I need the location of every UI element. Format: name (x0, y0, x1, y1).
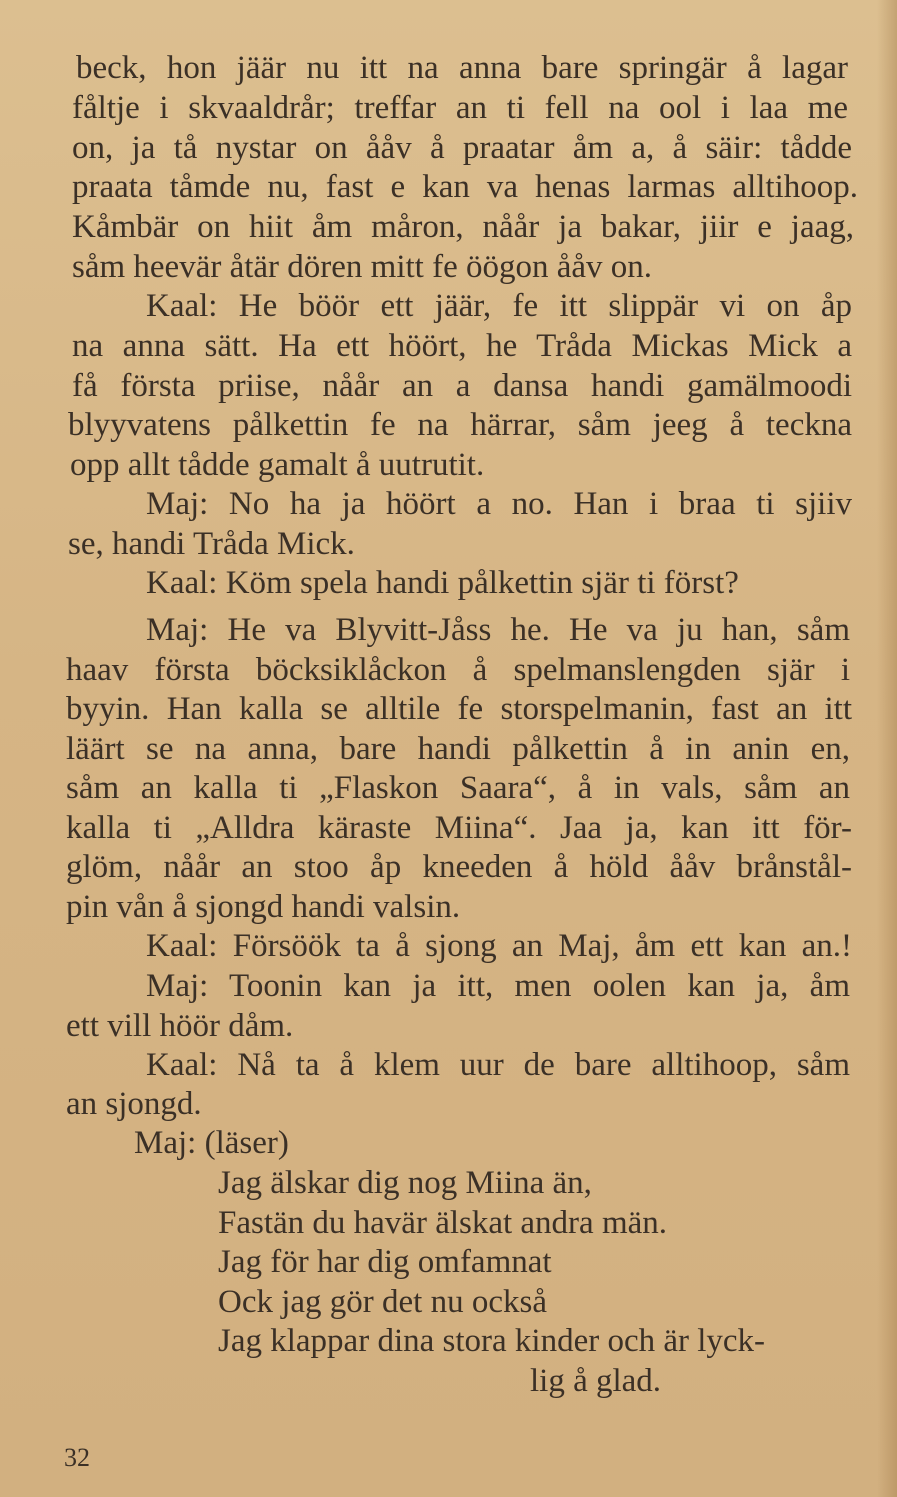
text-line: Maj: Toonin kan ja itt, men oolen kan ja, åm (146, 968, 850, 1004)
text-line: pin vån å sjongd handi valsin. (66, 889, 461, 925)
text-line: Maj: (läser) (134, 1125, 289, 1161)
text-line: blyyvatens pålkettin fe na härrar, såm jeeg å teckna (68, 407, 852, 443)
text-line: såm heevär åtär dören mitt fe öögon ååv on. (72, 249, 653, 285)
text-line: få första priise, nåår an a dansa handi gamälmoodi (72, 368, 852, 404)
text-line: haav första böcksiklåckon å spelmanslengden sjär i (66, 652, 850, 688)
text-line: na anna sätt. Ha ett höört, he Tråda Mickas Mick a (72, 328, 852, 364)
verse-line: lig å glad. (530, 1363, 662, 1399)
text-line: Kaal: Nå ta å klem uur de bare alltihoop, såm (146, 1047, 850, 1083)
text-line: an sjongd. (66, 1086, 202, 1122)
text-line: on, ja tå nystar on ååv å praatar åm a, å säir: tådde (72, 130, 852, 166)
text-line: Kaal: Försöök ta å sjong an Maj, åm ett kan an.! (146, 928, 852, 964)
text-line: fåltje i skvaaldrår; treffar an ti fell na ool i laa me (72, 90, 848, 126)
verse-line: Jag klappar dina stora kinder och är lyck- (218, 1323, 766, 1359)
text-line: Kaal: He böör ett jäär, fe itt slippär vi on åp (146, 288, 852, 324)
text-line: kalla ti „Alldra käraste Miina“. Jaa ja, kan itt för- (66, 810, 852, 846)
text-line: Maj: He va Blyvitt-Jåss he. He va ju han, såm (146, 612, 850, 648)
text-line: beck, hon jäär nu itt na anna bare springär å lagar (76, 50, 848, 86)
text-line: Maj: No ha ja höört a no. Han i braa ti sjiiv (146, 486, 852, 522)
verse-line: Jag för har dig omfamnat (218, 1244, 552, 1280)
text-line: ett vill höör dåm. (66, 1008, 294, 1044)
page-number: 32 (64, 1443, 90, 1472)
text-line: glöm, nåår an stoo åp kneeden å höld ååv brånstål- (66, 849, 852, 885)
text-line: Kåmbär on hiit åm måron, nåår ja bakar, jiir e jaag, (72, 209, 854, 245)
text-line: läärt se na anna, bare handi pålkettin å in anin en, (66, 731, 850, 767)
verse-line: Jag älskar dig nog Miina än, (218, 1165, 592, 1201)
text-line: byyin. Han kalla se alltile fe storspelmanin, fast an itt (66, 691, 852, 727)
verse-line: Fastän du havär älskat andra män. (218, 1205, 668, 1241)
text-line: opp allt tådde gamalt å uutrutit. (70, 447, 485, 483)
verse-line: Ock jag gör det nu också (218, 1284, 547, 1320)
text-line: Kaal: Köm spela handi pålkettin sjär ti först? (146, 565, 739, 601)
text-line: såm an kalla ti „Flaskon Saara“, å in vals, såm an (66, 770, 850, 806)
text-line: praata tåmde nu, fast e kan va henas larmas alltihoop. (72, 169, 858, 205)
text-line: se, handi Tråda Mick. (68, 526, 355, 562)
